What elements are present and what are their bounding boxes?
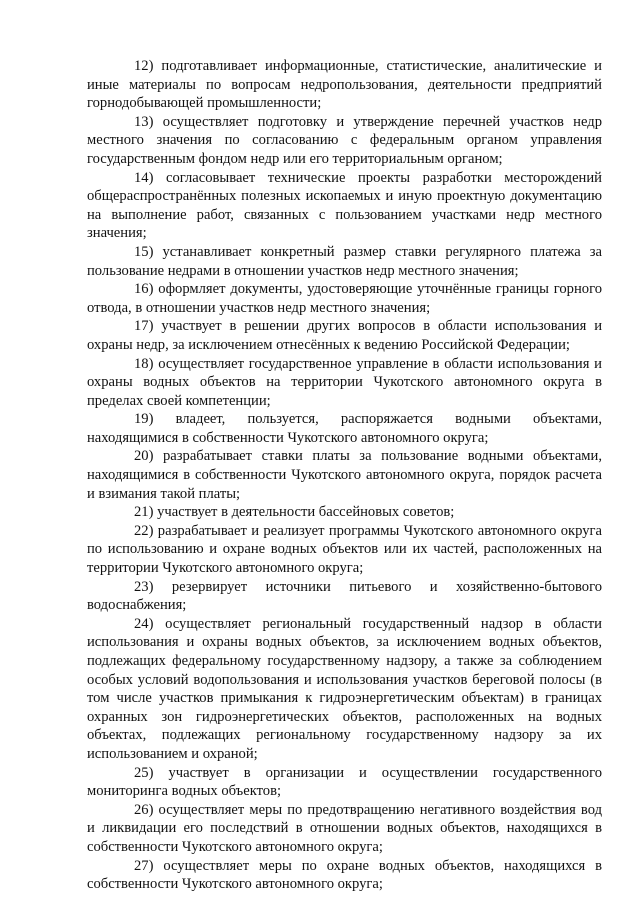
paragraph-item-18: 18) осуществляет государственное управление в области использования и охраны водных объектов на территории Чукотского автономного округа в пределах своей компетенции; bbox=[87, 355, 602, 409]
paragraph-item-15: 15) устанавливает конкретный размер ставки регулярного платежа за пользование недрами в отношении участков недр местного значения; bbox=[87, 243, 602, 279]
paragraph-item-21: 21) участвует в деятельности бассейновых советов; bbox=[134, 504, 455, 521]
paragraph-item-13: 13) осуществляет подготовку и утверждение перечней участков недр местного значения по согласованию с федеральным органом управления государственным фондом недр или его территориальным органом; bbox=[87, 113, 602, 167]
paragraph-item-24: 24) осуществляет региональный государственный надзор в области использования и охраны водных объектов, за исключением водных объектов, подлежащих федеральному государственному надзору, а также за соблюдением особых условий водопользования и использования участков береговой полосы (в том числе участков примыкания к гидроэнергетическим объектам) в границах охранных зон гидроэнергетических объектов, расположенных на водных объектах, подлежащих региональному государственному надзору за их использованием и охраной; bbox=[87, 615, 602, 762]
paragraph-item-12: 12) подготавливает информационные, статистические, аналитические и иные материалы по вопросам недропользования, деятельности предприятий горнодобывающей промышленности; bbox=[87, 58, 602, 112]
paragraph-item-20: 20) разрабатывает ставки платы за пользование водными объектами, находящимися в собственности Чукотского автономного округа, порядок расчета и взимания такой платы; bbox=[87, 448, 602, 502]
paragraph-item-27: 27) осуществляет меры по охране водных объектов, находящихся в собственности Чукотского автономного округа; bbox=[87, 857, 602, 893]
paragraph-item-22: 22) разрабатывает и реализует программы Чукотского автономного округа по использованию и охране водных объектов или их частей, расположенных на территории Чукотского автономного округа; bbox=[87, 522, 602, 577]
paragraph-item-23: 23) резервирует источники питьевого и хозяйственно-бытового водоснабжения; bbox=[87, 578, 602, 614]
paragraph-item-25: 25) участвует в организации и осуществлении государственного мониторинга водных объектов; bbox=[87, 764, 602, 800]
document-body bbox=[87, 57, 602, 894]
paragraph-item-19: 19) владеет, пользуется, распоряжается водными объектами, находящимися в собственности Чукотского автономного округа; bbox=[87, 411, 602, 446]
paragraph-item-26: 26) осуществляет меры по предотвращению негативного воздействия вод и ликвидации его последствий в отношении водных объектов, находящихся в собственности Чукотского автономного округа; bbox=[87, 801, 602, 855]
paragraph-item-14: 14) согласовывает технические проекты разработки месторождений общераспространённых полезных ископаемых и иную проектную документацию на выполнение работ, связанных с пользованием участками недр местного значения; bbox=[87, 169, 602, 242]
paragraph-item-16: 16) оформляет документы, удостоверяющие уточнённые границы горного отвода, в отношении участков недр местного значения; bbox=[87, 281, 602, 316]
paragraph-item-17: 17) участвует в решении других вопросов в области использования и охраны недр, за исключением отнесённых к ведению Российской Федерации; bbox=[87, 318, 602, 353]
